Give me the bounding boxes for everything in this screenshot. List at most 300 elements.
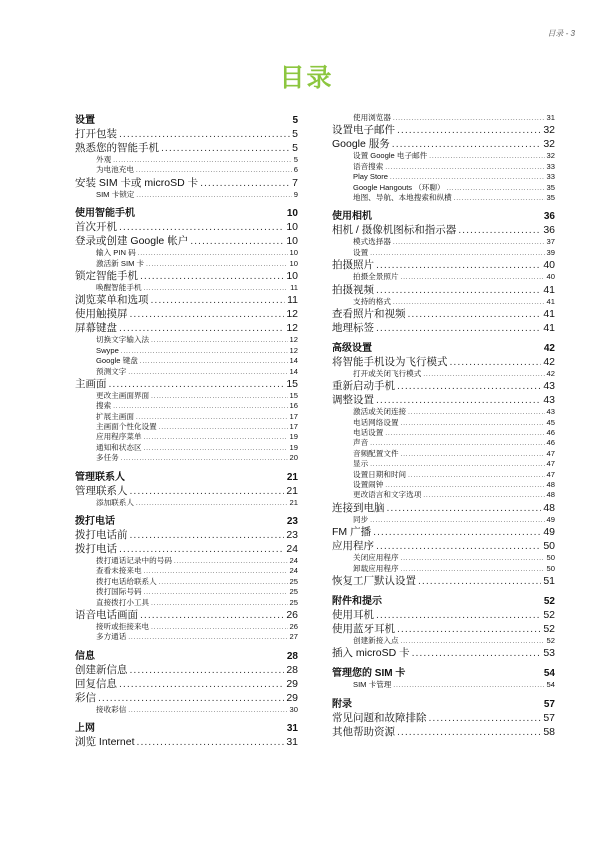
toc-subsection[interactable] bbox=[75, 498, 298, 508]
toc-entry-title: 拨打电话前 bbox=[75, 529, 128, 542]
toc-entry-title: 应用程序菜单 bbox=[96, 432, 142, 442]
toc-entry-title: 声音 bbox=[353, 438, 369, 448]
toc-subsection[interactable] bbox=[332, 407, 555, 417]
toc-subsection[interactable] bbox=[332, 553, 555, 563]
toc-entry-title: 设置电子邮件 bbox=[332, 124, 395, 137]
toc-page-number: 16 bbox=[289, 401, 298, 411]
toc-page-number: 45 bbox=[546, 417, 555, 427]
toc-section[interactable] bbox=[332, 258, 555, 272]
dot-leader bbox=[119, 542, 284, 556]
dot-leader bbox=[408, 408, 544, 417]
dot-leader bbox=[140, 269, 284, 283]
dot-leader bbox=[408, 307, 542, 321]
toc-entry-title: 添加联系人 bbox=[96, 497, 134, 507]
toc-section[interactable] bbox=[332, 539, 555, 553]
toc-subsection[interactable] bbox=[75, 248, 298, 258]
toc-page-number: 57 bbox=[543, 711, 555, 724]
toc-entry-title: 电话设置 bbox=[353, 428, 384, 438]
toc-entry-title: 拨打国际号码 bbox=[96, 587, 142, 597]
toc-page-number: 40 bbox=[546, 272, 555, 282]
toc-subsection[interactable] bbox=[75, 259, 298, 269]
dot-leader bbox=[370, 460, 544, 469]
toc-chapter[interactable] bbox=[75, 207, 298, 220]
toc-subsection[interactable] bbox=[332, 183, 555, 193]
toc-subsection[interactable] bbox=[75, 705, 298, 715]
toc-entry-title: 打开包装 bbox=[75, 128, 117, 140]
dot-leader bbox=[393, 298, 545, 307]
toc-entry-title: 关闭应用程序 bbox=[353, 553, 399, 563]
toc-subsection[interactable] bbox=[75, 587, 298, 597]
toc-page-number: 52 bbox=[543, 595, 555, 607]
toc-page-number: 36 bbox=[543, 224, 555, 237]
toc-subsection[interactable] bbox=[332, 237, 555, 247]
toc-entry-title: 音频配置文件 bbox=[353, 448, 399, 458]
toc-page-number: 49 bbox=[546, 514, 555, 524]
toc-entry-title: 插入 microSD 卡 bbox=[332, 647, 410, 660]
toc-subsection[interactable] bbox=[75, 391, 298, 401]
toc-page-number: 35 bbox=[546, 182, 555, 192]
toc-page-number: 30 bbox=[289, 704, 298, 714]
toc-entry-title: 查看照片和视频 bbox=[332, 307, 406, 320]
toc-subsection[interactable] bbox=[75, 356, 298, 366]
dot-leader bbox=[429, 152, 544, 161]
toc-page-number: 6 bbox=[293, 165, 298, 175]
toc-section[interactable] bbox=[75, 377, 298, 391]
toc-page-number: 10 bbox=[289, 258, 298, 268]
toc-subsection[interactable] bbox=[332, 449, 555, 459]
toc-entry-title: 语音电话画面 bbox=[75, 608, 138, 621]
page-title: 目录 bbox=[279, 64, 334, 92]
toc-subsection[interactable] bbox=[332, 459, 555, 469]
dot-leader bbox=[113, 156, 292, 165]
toc-subsection[interactable] bbox=[332, 162, 555, 172]
toc-subsection[interactable] bbox=[75, 598, 298, 608]
dot-leader bbox=[144, 284, 289, 293]
dot-leader bbox=[136, 191, 291, 200]
dot-leader bbox=[397, 379, 541, 393]
dot-leader bbox=[119, 127, 290, 141]
toc-subsection[interactable] bbox=[75, 335, 298, 345]
toc-subsection[interactable] bbox=[75, 401, 298, 411]
toc-page-number: 54 bbox=[546, 680, 555, 690]
toc-page-number: 14 bbox=[289, 366, 298, 376]
dot-leader bbox=[401, 554, 545, 563]
toc-page-number: 41 bbox=[546, 296, 555, 306]
dot-leader bbox=[151, 293, 286, 307]
toc-section[interactable] bbox=[75, 307, 298, 321]
toc-subsection[interactable] bbox=[75, 632, 298, 642]
toc-section[interactable] bbox=[75, 234, 298, 248]
toc-page-number: 25 bbox=[289, 576, 298, 586]
toc-page-number: 46 bbox=[546, 428, 555, 438]
toc-entry-title: 接收彩信 bbox=[96, 704, 127, 714]
toc-entry-title: 切换文字输入法 bbox=[96, 335, 150, 345]
dot-leader bbox=[128, 633, 287, 642]
toc-subsection[interactable] bbox=[75, 346, 298, 356]
dot-leader bbox=[190, 234, 284, 248]
toc-entry-title: 设置日期和时间 bbox=[353, 469, 407, 479]
toc-entry-title: Google 键盘 bbox=[96, 356, 138, 366]
dot-leader bbox=[130, 307, 285, 321]
toc-entry-title: 通知和状态区 bbox=[96, 442, 142, 452]
toc-page-number: 31 bbox=[286, 723, 298, 735]
toc-page-number: 25 bbox=[289, 597, 298, 607]
toc-subsection[interactable] bbox=[332, 480, 555, 490]
toc-subsection[interactable] bbox=[75, 432, 298, 442]
toc-subsection[interactable] bbox=[332, 297, 555, 307]
dot-leader bbox=[392, 137, 542, 151]
dot-leader bbox=[136, 413, 288, 422]
toc-subsection[interactable] bbox=[332, 438, 555, 448]
toc-section[interactable] bbox=[75, 127, 298, 141]
toc-entry-title: 调整设置 bbox=[332, 394, 374, 407]
toc-section[interactable] bbox=[332, 223, 555, 237]
toc-entry-title: 使用智能手机 bbox=[75, 208, 135, 220]
dot-leader bbox=[159, 578, 288, 587]
dot-leader bbox=[393, 681, 544, 690]
toc-subsection[interactable] bbox=[332, 680, 555, 690]
toc-chapter[interactable] bbox=[75, 650, 298, 663]
toc-page-number: 11 bbox=[287, 294, 298, 307]
toc-section[interactable] bbox=[332, 393, 555, 407]
toc-subsection[interactable] bbox=[75, 165, 298, 175]
toc-section[interactable] bbox=[75, 484, 298, 498]
dot-leader bbox=[174, 557, 288, 566]
toc-entry-title: 唤醒智能手机 bbox=[96, 282, 142, 292]
toc-subsection[interactable] bbox=[332, 564, 555, 574]
dot-leader bbox=[429, 711, 542, 725]
toc-page-number: 10 bbox=[286, 235, 298, 248]
toc-entry-title: 熟悉您的智能手机 bbox=[75, 142, 159, 154]
toc-section[interactable] bbox=[332, 283, 555, 297]
toc-page-number: 43 bbox=[543, 394, 555, 407]
dot-leader bbox=[136, 166, 292, 175]
toc-page-number: 17 bbox=[289, 411, 298, 421]
toc-page-number: 24 bbox=[286, 543, 298, 556]
toc-chapter[interactable] bbox=[75, 471, 298, 484]
toc-page-number: 17 bbox=[289, 422, 298, 432]
dot-leader bbox=[376, 393, 541, 407]
toc-chapter[interactable] bbox=[75, 722, 298, 735]
toc-chapter[interactable] bbox=[332, 210, 555, 223]
toc-page-number: 41 bbox=[543, 307, 555, 320]
toc-subsection[interactable] bbox=[332, 470, 555, 480]
toc-page-number: 12 bbox=[289, 335, 298, 345]
toc-entry-title: 锁定智能手机 bbox=[75, 269, 138, 282]
toc-subsection[interactable] bbox=[75, 443, 298, 453]
dot-leader bbox=[397, 725, 541, 739]
toc-entry-title: 登录或创建 Google 帐户 bbox=[75, 235, 189, 248]
toc-page-number: 12 bbox=[289, 345, 298, 355]
toc-entry-title: 创建新信息 bbox=[75, 663, 128, 676]
dot-leader bbox=[130, 484, 285, 498]
toc-subsection[interactable] bbox=[332, 515, 555, 525]
toc-page-number: 50 bbox=[546, 563, 555, 573]
toc-section[interactable] bbox=[332, 379, 555, 393]
toc-subsection[interactable] bbox=[75, 367, 298, 377]
toc-page-number: 21 bbox=[286, 484, 298, 497]
toc-page-number: 21 bbox=[286, 471, 298, 483]
toc-entry-title: 电话网络设置 bbox=[353, 417, 399, 427]
dot-leader bbox=[385, 429, 544, 438]
dot-leader bbox=[146, 260, 287, 269]
toc-section[interactable] bbox=[75, 321, 298, 335]
toc-entry-title: SIM 卡锁定 bbox=[96, 189, 135, 199]
toc-subsection[interactable] bbox=[332, 172, 555, 182]
toc-entry-title: 使用耳机 bbox=[332, 608, 374, 621]
toc-entry-title: 附件和提示 bbox=[332, 595, 382, 607]
toc-page-number: 23 bbox=[286, 516, 298, 528]
toc-page-number: 54 bbox=[543, 668, 555, 680]
dot-leader bbox=[144, 433, 288, 442]
toc-subsection[interactable] bbox=[332, 418, 555, 428]
dot-leader bbox=[151, 392, 287, 401]
toc-entry-title: 使用蓝牙耳机 bbox=[332, 622, 395, 635]
toc-entry-title: 设置 bbox=[353, 247, 369, 257]
toc-section[interactable] bbox=[332, 574, 555, 588]
toc-section[interactable] bbox=[332, 608, 555, 622]
toc-page-number: 9 bbox=[293, 189, 298, 199]
toc-entry-title: 拨打电话 bbox=[75, 516, 115, 528]
toc-page-number: 10 bbox=[286, 221, 298, 234]
toc-entry-title: 多方通话 bbox=[96, 632, 127, 642]
page-header: 目录 - 3 bbox=[547, 29, 575, 38]
toc-subsection[interactable] bbox=[332, 636, 555, 646]
toc-chapter[interactable] bbox=[332, 342, 555, 355]
toc-page-number: 40 bbox=[543, 259, 555, 272]
dot-leader bbox=[390, 173, 545, 182]
toc-chapter[interactable] bbox=[332, 595, 555, 608]
toc-page-number: 23 bbox=[286, 529, 298, 542]
dot-leader bbox=[376, 608, 541, 622]
toc-subsection[interactable] bbox=[75, 556, 298, 566]
toc-section[interactable] bbox=[332, 355, 555, 369]
toc-section[interactable] bbox=[332, 321, 555, 335]
toc-page-number: 5 bbox=[292, 142, 298, 154]
toc-subsection[interactable] bbox=[75, 622, 298, 632]
toc-page-number: 14 bbox=[289, 356, 298, 366]
toc-subsection[interactable] bbox=[332, 193, 555, 203]
dot-leader bbox=[373, 525, 541, 539]
toc-entry-title: 管理联系人 bbox=[75, 484, 128, 497]
toc-page-number: 10 bbox=[286, 208, 298, 220]
toc-entry-title: 接听或拒接来电 bbox=[96, 621, 150, 631]
toc-subsection[interactable] bbox=[332, 369, 555, 379]
toc-chapter[interactable] bbox=[332, 667, 555, 680]
toc-entry-title: 查看未接来电 bbox=[96, 566, 142, 576]
toc-page-number: 26 bbox=[289, 621, 298, 631]
toc-subsection[interactable] bbox=[332, 151, 555, 161]
toc-entry-title: 更改主画面界面 bbox=[96, 390, 150, 400]
toc-section[interactable] bbox=[75, 677, 298, 691]
toc-entry-title: 地理标签 bbox=[332, 321, 374, 334]
toc-entry-title: 常见问题和故障排除 bbox=[332, 711, 427, 724]
toc-page-number: 12 bbox=[286, 322, 298, 335]
toc-entry-title: 屏幕键盘 bbox=[75, 322, 117, 335]
dot-leader bbox=[151, 623, 287, 632]
dot-leader bbox=[119, 677, 284, 691]
dot-leader bbox=[412, 646, 542, 660]
toc-entry-title: 地图、导航、本地搜索和纵横 bbox=[353, 192, 452, 202]
toc-section[interactable] bbox=[75, 608, 298, 622]
toc-section[interactable] bbox=[332, 725, 555, 739]
dot-leader bbox=[200, 176, 290, 190]
toc-section[interactable] bbox=[332, 123, 555, 137]
toc-page-number: 39 bbox=[546, 247, 555, 257]
toc-page-number: 32 bbox=[543, 138, 555, 151]
toc-subsection[interactable] bbox=[75, 190, 298, 200]
dot-leader bbox=[130, 663, 285, 677]
dot-leader bbox=[454, 194, 545, 203]
toc-section[interactable] bbox=[332, 622, 555, 636]
toc-section[interactable] bbox=[75, 691, 298, 705]
toc-page-number: 47 bbox=[546, 459, 555, 469]
dot-leader bbox=[161, 141, 290, 155]
dot-leader bbox=[458, 223, 541, 237]
toc-page-number: 24 bbox=[289, 556, 298, 566]
toc-chapter[interactable] bbox=[75, 114, 298, 127]
dot-leader bbox=[393, 114, 545, 123]
toc-entry-title: 外观 bbox=[96, 155, 112, 164]
toc-entry-title: 拨打电话 bbox=[75, 543, 117, 556]
toc-page-number: 48 bbox=[543, 501, 555, 514]
dot-leader bbox=[401, 450, 545, 459]
toc-page-number: 19 bbox=[289, 442, 298, 452]
toc-entry-title: 预测文字 bbox=[96, 366, 127, 376]
toc-entry-title: 主画面 bbox=[75, 377, 107, 390]
toc-subsection[interactable] bbox=[75, 422, 298, 432]
dot-leader bbox=[418, 574, 541, 588]
toc-section[interactable] bbox=[75, 220, 298, 234]
toc-entry-title: 拍摄全景照片 bbox=[353, 272, 399, 282]
dot-leader bbox=[401, 637, 545, 646]
toc-page-number: 15 bbox=[289, 390, 298, 400]
dot-leader bbox=[144, 588, 288, 597]
toc-section[interactable] bbox=[75, 663, 298, 677]
dot-leader bbox=[119, 321, 284, 335]
toc-entry-title: 使用相机 bbox=[332, 211, 372, 223]
dot-leader bbox=[450, 355, 542, 369]
toc-page-number: 41 bbox=[543, 283, 555, 296]
toc-section[interactable] bbox=[75, 542, 298, 556]
toc-section[interactable] bbox=[332, 307, 555, 321]
toc-entry-title: 显示 bbox=[353, 459, 369, 469]
toc-subsection[interactable] bbox=[75, 577, 298, 587]
toc-page-number: 57 bbox=[543, 698, 555, 710]
toc-page-number: 5 bbox=[292, 128, 298, 140]
toc-section[interactable] bbox=[332, 646, 555, 660]
toc-section[interactable] bbox=[75, 141, 298, 155]
dot-leader bbox=[137, 735, 285, 749]
dot-leader bbox=[401, 419, 545, 428]
toc-subsection[interactable] bbox=[332, 113, 555, 123]
toc-entry-title: 设置闹钟 bbox=[353, 480, 384, 490]
toc-subsection[interactable] bbox=[75, 283, 298, 293]
toc-section[interactable] bbox=[75, 528, 298, 542]
toc-subsection[interactable] bbox=[75, 453, 298, 463]
toc-entry-title: 多任务 bbox=[96, 453, 119, 463]
toc-section[interactable] bbox=[75, 269, 298, 283]
toc-chapter[interactable] bbox=[75, 515, 298, 528]
toc-page-number: 42 bbox=[546, 368, 555, 378]
toc-page-number: 10 bbox=[289, 248, 298, 258]
toc-subsection[interactable] bbox=[75, 566, 298, 576]
toc-chapter[interactable] bbox=[332, 698, 555, 711]
dot-leader bbox=[370, 439, 544, 448]
toc-page-number: 11 bbox=[290, 282, 298, 292]
toc-subsection[interactable] bbox=[75, 155, 298, 165]
toc-subsection[interactable] bbox=[332, 272, 555, 282]
dot-leader bbox=[109, 377, 285, 391]
toc-entry-title: 扩展主画面 bbox=[96, 411, 134, 421]
toc-page-number: 41 bbox=[543, 321, 555, 334]
toc-entry-title: 主画面个性化设置 bbox=[96, 422, 157, 432]
dot-leader bbox=[113, 402, 287, 411]
toc-entry-title: 卸载应用程序 bbox=[353, 563, 399, 573]
toc-section[interactable] bbox=[75, 176, 298, 190]
toc-entry-title: 安装 SIM 卡或 microSD 卡 bbox=[75, 176, 199, 189]
toc-entry-title: 管理您的 SIM 卡 bbox=[332, 668, 406, 680]
toc-entry-title: 相机 / 摄像机图标和指示器 bbox=[332, 224, 457, 237]
toc-entry-title: 信息 bbox=[75, 650, 95, 662]
toc-page-number: 29 bbox=[286, 691, 298, 704]
toc-page-number: 31 bbox=[286, 736, 298, 749]
dot-leader bbox=[408, 471, 544, 480]
dot-leader bbox=[121, 347, 288, 356]
dot-leader bbox=[98, 691, 284, 705]
dot-leader bbox=[401, 273, 545, 282]
dot-leader bbox=[140, 357, 288, 366]
toc-entry-title: 支持的格式 bbox=[353, 296, 391, 306]
toc-subsection[interactable] bbox=[332, 248, 555, 258]
toc-section[interactable] bbox=[75, 293, 298, 307]
toc-page-number: 20 bbox=[289, 453, 298, 463]
toc-page-number: 32 bbox=[546, 151, 555, 161]
toc-entry-title: SIM 卡管理 bbox=[353, 680, 392, 690]
toc-page-number: 15 bbox=[286, 377, 298, 390]
toc-page-number: 42 bbox=[543, 355, 555, 368]
toc-page-number: 19 bbox=[289, 432, 298, 442]
toc-subsection[interactable] bbox=[75, 412, 298, 422]
toc-page-number: 29 bbox=[286, 677, 298, 690]
toc-entry-title: 拍摄视频 bbox=[332, 283, 374, 296]
toc-entry-title: Google Hangouts （环聊） bbox=[353, 182, 445, 192]
toc-section[interactable] bbox=[332, 525, 555, 539]
toc-entry-title: Google 服务 bbox=[332, 138, 390, 151]
toc-section[interactable] bbox=[332, 501, 555, 515]
dot-leader bbox=[151, 599, 287, 608]
toc-section[interactable] bbox=[332, 137, 555, 151]
toc-page-number: 47 bbox=[546, 469, 555, 479]
toc-section[interactable] bbox=[332, 711, 555, 725]
toc-entry-title: FM 广播 bbox=[332, 526, 372, 539]
toc-page-number: 7 bbox=[292, 176, 298, 189]
toc-column-left bbox=[75, 114, 298, 749]
toc-entry-title: 设置 Google 电子邮件 bbox=[353, 151, 428, 161]
toc-entry-title: 首次开机 bbox=[75, 221, 117, 234]
toc-section[interactable] bbox=[75, 735, 298, 749]
toc-entry-title: 回复信息 bbox=[75, 677, 117, 690]
toc-entry-title: 创建新接入点 bbox=[353, 635, 399, 645]
dot-leader bbox=[140, 608, 284, 622]
toc-page-number: 28 bbox=[286, 650, 298, 662]
toc-entry-title: 使用触摸屏 bbox=[75, 308, 128, 321]
toc-entry-title: 激活或关闭连接 bbox=[353, 407, 407, 417]
toc-subsection[interactable] bbox=[332, 490, 555, 500]
toc-page-number: 31 bbox=[546, 113, 555, 122]
toc-entry-title: 彩信 bbox=[75, 691, 96, 704]
toc-subsection[interactable] bbox=[332, 428, 555, 438]
